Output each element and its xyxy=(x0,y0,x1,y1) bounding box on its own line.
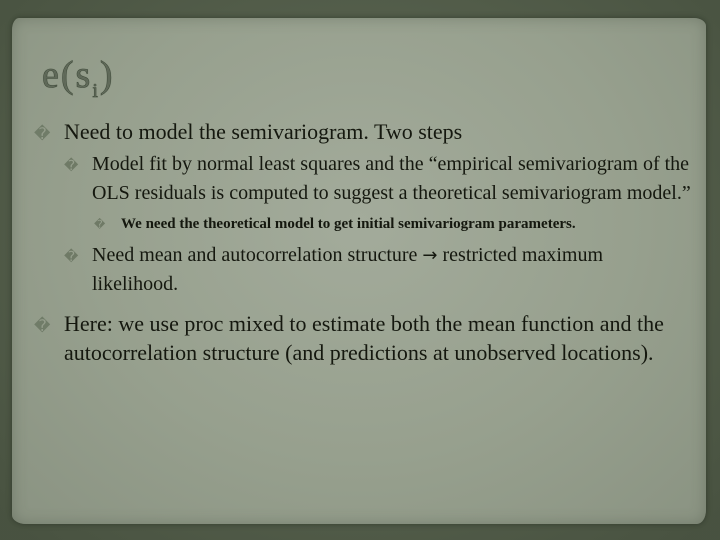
bullet-text-after: restricted maximum likelihood. xyxy=(92,244,604,295)
bullet-text: Model fit by normal least squares and the “empirical semivariogram of the OLS residuals is computed to suggest a theoretical semivariogram model.” xyxy=(92,153,691,204)
title-main: e(s xyxy=(42,54,93,96)
bullet-icon: � xyxy=(94,218,106,231)
bullet-text-before: Need mean and autocorrelation structure xyxy=(92,244,423,266)
slide-title xyxy=(42,56,115,101)
bullet-text: Here: we use proc mixed to estimate both the mean function and the autocorrelation structure (and predictions at unobserved locations). xyxy=(64,311,664,365)
bullet-icon: � xyxy=(34,124,51,143)
title-close: ) xyxy=(99,54,115,96)
bullet-icon: � xyxy=(64,249,79,265)
bullet-item-level1 xyxy=(34,310,694,366)
title-subscript: i xyxy=(92,80,100,102)
bullet-item-level2 xyxy=(64,242,694,298)
bullet-icon: � xyxy=(64,158,79,174)
right-arrow-icon: → xyxy=(422,245,438,266)
bullet-text: Need to model the semivariogram. Two steps xyxy=(64,119,463,144)
bullet-item-level2 xyxy=(64,151,694,207)
bullet-item-level1 xyxy=(34,118,694,147)
bullet-icon: � xyxy=(34,316,51,335)
bullet-list xyxy=(34,118,694,370)
bullet-text: We need the theoretical model to get initial semivariogram parameters. xyxy=(121,216,576,232)
bullet-item-level3 xyxy=(94,213,694,236)
